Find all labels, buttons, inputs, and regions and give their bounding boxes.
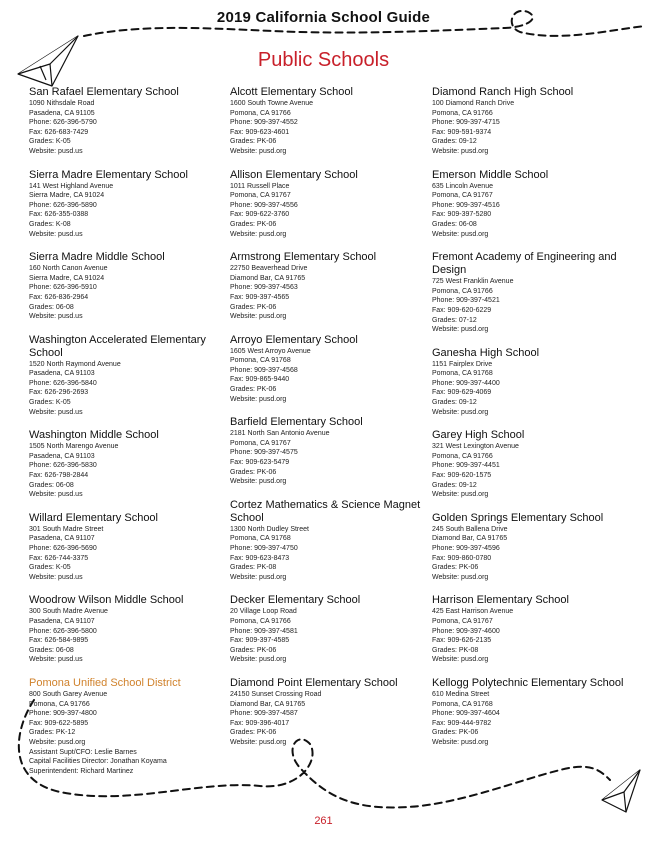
school-name: Decker Elementary School	[230, 594, 361, 607]
school-detail-line: Pomona, CA 91768	[432, 700, 493, 708]
school-listing	[29, 86, 229, 157]
paper-airplane-icon-small	[602, 770, 640, 812]
school-name: Diamond Ranch High School	[432, 86, 574, 98]
school-detail-line: 800 South Garey Avenue	[29, 690, 108, 698]
school-detail-line: Phone: 909-397-4556	[230, 201, 298, 209]
school-detail-line: Pomona, CA 91766	[230, 109, 291, 117]
school-name: Barfield Elementary School	[230, 416, 363, 429]
school-detail-line: Fax: 909-860-0780	[432, 554, 492, 562]
school-name: Sierra Madre Elementary School	[29, 168, 188, 181]
school-detail-line: Website: pusd.org	[432, 656, 489, 664]
school-detail-line: Phone: 909-397-4451	[432, 462, 500, 470]
school-detail-line: Pomona, CA 91766	[230, 617, 291, 625]
school-detail-line: 1090 Nithsdale Road	[29, 100, 95, 107]
school-name: Harrison Elementary School	[432, 594, 569, 607]
guide-title: 2019 California School Guide	[216, 9, 431, 26]
school-detail-line: Website: pusd.us	[29, 573, 83, 581]
school-detail-line: Phone: 909-397-4552	[230, 119, 298, 127]
school-detail-line: 22750 Beaverhead Drive	[230, 265, 308, 273]
school-listing	[230, 169, 430, 240]
school-detail-line: Pomona, CA 91766	[432, 287, 493, 295]
school-listing	[230, 677, 430, 748]
school-detail-line: Website: pusd.org	[230, 313, 287, 321]
school-name: Diamond Point Elementary School	[230, 676, 398, 689]
school-listing	[29, 251, 229, 322]
school-listing	[432, 512, 632, 583]
school-detail-line: Pomona, CA 91767	[432, 617, 493, 625]
school-detail-line: Fax: 626-836-2964	[29, 293, 89, 301]
school-detail-line: 245 South Ballena Drive	[432, 525, 508, 533]
school-detail-line: Pasadena, CA 91103	[29, 452, 95, 460]
school-detail-line: Website: pusd.org	[432, 147, 489, 155]
school-listing	[432, 677, 632, 748]
school-detail-line: Website: pusd.org	[230, 147, 287, 155]
school-detail-line: Pomona, CA 91768	[230, 357, 291, 365]
school-listing	[432, 594, 632, 665]
school-name: Washington Accelerated Elementary School	[29, 333, 206, 359]
school-detail-line: Pasadena, CA 91105	[29, 109, 95, 117]
school-detail-line: Pasadena, CA 91107	[29, 617, 95, 625]
school-detail-line: 2181 North San Antonio Avenue	[230, 430, 330, 438]
school-detail-line: Pomona, CA 91766	[29, 700, 90, 708]
school-detail-line: 1505 North Marengo Avenue	[29, 443, 119, 451]
school-detail-line: Fax: 626-744-3375	[29, 554, 89, 562]
school-detail-line: 1600 South Towne Avenue	[230, 100, 314, 107]
school-detail-line: Fax: 626-683-7429	[29, 128, 89, 136]
school-detail-line: Phone: 626-396-5830	[29, 462, 97, 470]
school-listing	[230, 334, 430, 405]
school-detail-line: Website: pusd.org	[230, 230, 287, 238]
school-detail-line: Fax: 909-620-1575	[432, 472, 492, 480]
school-name: Sierra Madre Middle School	[29, 251, 165, 264]
school-detail-line: Phone: 909-397-4604	[432, 710, 500, 718]
school-detail-line: Grades: K-05	[29, 399, 71, 407]
school-detail-line: Website: pusd.org	[230, 395, 287, 403]
school-name: Cortez Mathematics & Science Magnet School	[230, 498, 421, 524]
school-column-1	[29, 86, 229, 788]
school-detail-line: Fax: 909-623-8473	[230, 554, 290, 562]
page-number: 261	[314, 815, 333, 827]
school-detail-line: Grades: PK-06	[230, 303, 277, 311]
school-detail-line: Phone: 909-397-4563	[230, 284, 298, 292]
school-name: Emerson Middle School	[432, 168, 549, 181]
school-listing	[230, 86, 430, 157]
school-name: Willard Elementary School	[29, 511, 158, 524]
school-detail-line: Grades: 07-12	[432, 316, 477, 324]
school-detail-line: Fax: 909-397-5280	[432, 211, 492, 219]
school-detail-line: Grades: 06-08	[432, 220, 477, 228]
school-detail-line: Fax: 626-584-9895	[29, 637, 89, 645]
school-detail-line: Fax: 909-620-6229	[432, 306, 492, 314]
school-detail-line: Capital Facilities Director: Jonathan Koyama	[29, 758, 167, 766]
school-detail-line: Fax: 626-798-2844	[29, 472, 89, 480]
school-detail-line: Superintendent: Richard Martinez	[29, 767, 134, 775]
school-detail-line: Website: pusd.org	[230, 738, 287, 746]
school-detail-line: Phone: 626-396-5790	[29, 119, 97, 127]
district-listing	[29, 677, 229, 776]
school-detail-line: Grades: PK-06	[230, 138, 277, 146]
school-listing	[432, 251, 632, 335]
school-detail-line: Grades: PK-06	[230, 386, 277, 394]
school-detail-line: 1011 Russell Place	[230, 182, 290, 190]
school-listing	[29, 594, 229, 665]
school-detail-line: Grades: 09-12	[432, 481, 477, 489]
school-detail-line: 100 Diamond Ranch Drive	[432, 100, 515, 107]
school-detail-line: Phone: 909-397-4581	[230, 627, 298, 635]
school-detail-line: Fax: 909-865-9440	[230, 376, 290, 384]
school-detail-line: Website: pusd.org	[230, 478, 287, 486]
school-detail-line: Sierra Madre, CA 91024	[29, 192, 105, 200]
school-listing	[432, 347, 632, 418]
school-name: San Rafael Elementary School	[29, 86, 179, 98]
school-name: Kellogg Polytechnic Elementary School	[432, 676, 624, 689]
school-detail-line: Fax: 909-622-3760	[230, 211, 290, 219]
school-column-2	[230, 86, 430, 760]
school-detail-line: Phone: 909-397-4521	[432, 297, 500, 305]
school-detail-line: Diamond Bar, CA 91765	[230, 274, 306, 282]
school-listing	[230, 594, 430, 665]
school-name: Fremont Academy of Engineering and Design	[432, 251, 617, 277]
school-listing	[432, 86, 632, 157]
school-detail-line: Diamond Bar, CA 91765	[432, 535, 508, 543]
school-detail-line: Grades: 06-08	[29, 303, 74, 311]
school-detail-line: Website: pusd.org	[432, 491, 489, 499]
school-detail-line: Website: pusd.org	[432, 573, 489, 581]
school-detail-line: Pomona, CA 91768	[432, 370, 493, 378]
school-detail-line: Grades: PK-06	[230, 468, 277, 476]
school-detail-line: Phone: 909-397-4516	[432, 201, 500, 209]
school-detail-line: Fax: 626-296-2693	[29, 389, 89, 397]
school-detail-line: Sierra Madre, CA 91024	[29, 274, 105, 282]
school-detail-line: Fax: 909-397-4585	[230, 637, 290, 645]
school-name: Armstrong Elementary School	[230, 251, 377, 264]
school-detail-line: Website: pusd.us	[29, 230, 83, 238]
school-detail-line: Pasadena, CA 91103	[29, 370, 95, 378]
school-detail-line: Pasadena, CA 91107	[29, 535, 95, 543]
school-detail-line: Grades: K-05	[29, 138, 71, 146]
school-detail-line: Phone: 909-397-4568	[230, 366, 298, 374]
school-listing	[29, 429, 229, 500]
school-detail-line: Phone: 626-396-5800	[29, 627, 97, 635]
school-detail-line: 24150 Sunset Crossing Road	[230, 690, 322, 698]
school-detail-line: Phone: 909-397-4715	[432, 119, 500, 127]
school-detail-line: Website: pusd.us	[29, 147, 83, 155]
school-detail-line: Grades: PK-12	[29, 729, 76, 737]
school-detail-line: Phone: 626-396-5840	[29, 379, 97, 387]
school-detail-line: Fax: 909-626-2135	[432, 637, 492, 645]
school-listing	[432, 169, 632, 240]
school-name: Woodrow Wilson Middle School	[29, 594, 184, 607]
school-detail-line: Phone: 909-397-4400	[432, 379, 500, 387]
school-detail-line: Grades: K-05	[29, 564, 71, 572]
school-detail-line: Website: pusd.org	[29, 738, 86, 746]
school-listing	[230, 416, 430, 487]
school-detail-line: Website: pusd.org	[432, 408, 489, 416]
school-name: Garey High School	[432, 429, 525, 442]
school-detail-line: 20 Village Loop Road	[230, 608, 297, 616]
school-detail-line: Pomona, CA 91766	[432, 109, 493, 117]
school-detail-line: 725 West Franklin Avenue	[432, 278, 514, 286]
school-name: Golden Springs Elementary School	[432, 511, 604, 524]
school-detail-line: Assistant Supt/CFO: Leslie Barnes	[29, 748, 137, 756]
section-title: Public Schools	[257, 49, 390, 71]
school-name: Alcott Elementary School	[230, 86, 353, 98]
school-detail-line: Fax: 909-622-5895	[29, 719, 89, 727]
school-detail-line: 160 North Canon Avenue	[29, 265, 108, 273]
school-detail-line: Fax: 909-397-4565	[230, 293, 290, 301]
school-detail-line: Website: pusd.org	[432, 326, 489, 334]
school-listing	[29, 512, 229, 583]
school-detail-line: Pomona, CA 91767	[230, 192, 291, 200]
school-detail-line: Website: pusd.us	[29, 313, 83, 321]
school-detail-line: Grades: 06-08	[29, 481, 74, 489]
school-detail-line: Fax: 909-629-4069	[432, 389, 492, 397]
school-name: Allison Elementary School	[230, 168, 358, 181]
school-detail-line: Grades: 06-08	[29, 646, 74, 654]
school-detail-line: Phone: 909-397-4587	[230, 710, 298, 718]
school-detail-line: Grades: K-08	[29, 220, 71, 228]
school-listing	[230, 499, 430, 583]
school-detail-line: Grades: 09-12	[432, 138, 477, 146]
school-detail-line: Pomona, CA 91767	[432, 192, 493, 200]
school-detail-line: 141 West Highland Avenue	[29, 182, 114, 190]
school-detail-line: Website: pusd.us	[29, 656, 83, 664]
school-detail-line: Phone: 626-396-5690	[29, 545, 97, 552]
school-detail-line: 610 Medina Street	[432, 690, 490, 698]
school-detail-line: Grades: PK-08	[230, 564, 277, 572]
school-detail-line: Grades: PK-06	[230, 729, 277, 737]
school-listing	[432, 429, 632, 500]
school-detail-line: Website: pusd.org	[432, 230, 489, 238]
school-detail-line: Website: pusd.org	[432, 738, 489, 746]
school-detail-line: Fax: 626-355-0388	[29, 211, 89, 219]
school-detail-line: Pomona, CA 91768	[230, 535, 291, 543]
school-detail-line: Phone: 909-397-4596	[432, 545, 500, 552]
school-detail-line: Phone: 626-396-5910	[29, 284, 97, 292]
school-detail-line: Diamond Bar, CA 91765	[230, 700, 306, 708]
school-detail-line: Pomona, CA 91766	[432, 452, 493, 460]
school-detail-line: Phone: 909-397-4600	[432, 627, 500, 635]
school-detail-line: Fax: 909-623-4601	[230, 128, 290, 136]
school-listing	[230, 251, 430, 322]
school-detail-line: Fax: 909-591-9374	[432, 128, 492, 136]
school-detail-line: Website: pusd.org	[230, 573, 287, 581]
school-detail-line: Grades: PK-08	[432, 646, 479, 654]
school-detail-line: 1605 West Arroyo Avenue	[230, 347, 311, 355]
school-detail-line: 1151 Fairplex Drive	[432, 360, 493, 368]
school-detail-line: Fax: 909-623-5479	[230, 459, 290, 467]
school-detail-line: Fax: 909-444-9782	[432, 719, 492, 727]
school-name: Ganesha High School	[432, 346, 540, 359]
school-detail-line: 300 South Madre Avenue	[29, 608, 108, 616]
school-name: Arroyo Elementary School	[230, 333, 358, 346]
school-detail-line: Grades: PK-06	[230, 220, 277, 228]
school-listing	[29, 169, 229, 240]
school-detail-line: 1300 North Dudley Street	[230, 525, 309, 533]
school-detail-line: 635 Lincoln Avenue	[432, 182, 493, 190]
school-column-3	[432, 86, 632, 760]
school-detail-line: 301 South Madre Street	[29, 525, 104, 533]
school-detail-line: Website: pusd.org	[230, 656, 287, 664]
school-detail-line: Pomona, CA 91767	[230, 439, 291, 447]
school-detail-line: Fax: 909-396-4017	[230, 719, 290, 727]
school-detail-line: Grades: PK-06	[432, 564, 479, 572]
school-detail-line: 321 West Lexington Avenue	[432, 443, 519, 451]
school-detail-line: 425 East Harrison Avenue	[432, 608, 514, 616]
school-detail-line: Grades: PK-06	[432, 729, 479, 737]
school-listing	[29, 334, 229, 418]
school-detail-line: 1520 North Raymond Avenue	[29, 360, 121, 368]
school-name: Washington Middle School	[29, 429, 159, 442]
school-detail-line: Grades: 09-12	[432, 399, 477, 407]
school-detail-line: Website: pusd.us	[29, 408, 83, 416]
school-detail-line: Website: pusd.us	[29, 491, 83, 499]
school-detail-line: Phone: 626-396-5890	[29, 201, 97, 209]
district-name: Pomona Unified School District	[29, 676, 181, 689]
school-detail-line: Grades: PK-06	[230, 646, 277, 654]
school-detail-line: Phone: 909-397-4750	[230, 545, 298, 552]
school-detail-line: Phone: 909-397-4800	[29, 710, 97, 718]
school-detail-line: Phone: 909-397-4575	[230, 449, 298, 457]
